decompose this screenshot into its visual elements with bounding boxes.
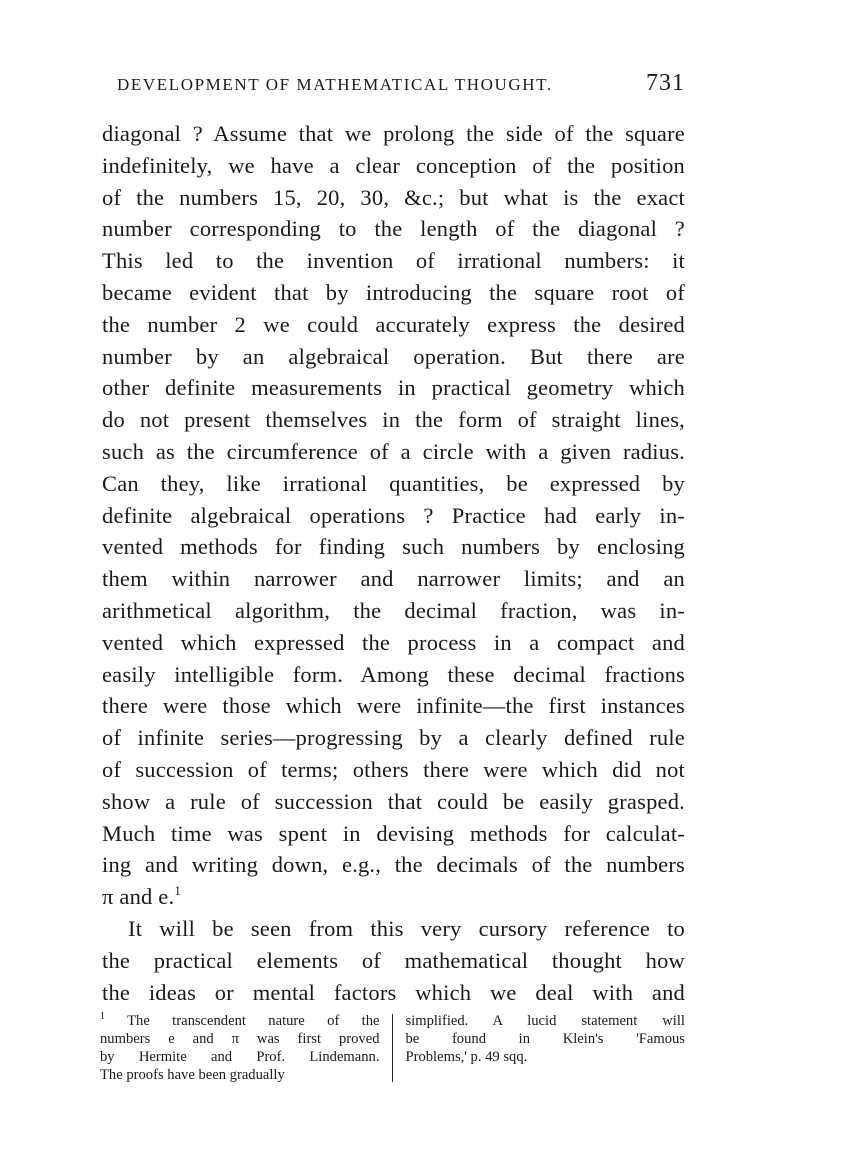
text-line: such as the circumference of a circle with a given radius.: [102, 438, 685, 464]
text-line: ing and writing down, e.g., the decimals of the numbers: [102, 852, 685, 878]
footnote-reference[interactable]: 1: [174, 883, 182, 899]
text-line: easily intelligible form. Among these decimal fractions: [102, 661, 685, 687]
text-line: vented methods for finding such numbers by enclosing: [102, 534, 685, 560]
footnote-line: simplified. A lucid statement will: [405, 1013, 685, 1029]
text-line: of succession of terms; others there were which did not: [102, 756, 685, 782]
text-line: number by an algebraical operation. But there are: [102, 343, 685, 369]
text-line: became evident that by introducing the square root of: [102, 279, 685, 305]
text-line: of infinite series—progressing by a clearly defined rule: [102, 725, 685, 751]
footnote: [100, 1012, 685, 1086]
text-line: Can they, like irrational quantities, be expressed by: [102, 470, 685, 496]
body-text: [102, 118, 685, 1008]
footnote-right-column: [392, 1012, 685, 1086]
text-line: indefinitely, we have a clear conception of the position: [102, 152, 685, 178]
footnote-marker: 1: [100, 1011, 105, 1022]
text-line: do not present themselves in the form of straight lines,: [102, 407, 685, 433]
text-line: show a rule of succession that could be easily grasped.: [102, 788, 685, 814]
text-line: It will be seen from this very cursory reference to: [128, 915, 685, 941]
running-header: [117, 70, 685, 104]
text-line: other definite measurements in practical geometry which: [102, 375, 685, 401]
paragraph-end-line: [102, 881, 685, 913]
text-line: there were those which were infinite—the first instances: [102, 693, 685, 719]
footnote-line-text: The transcendent nature of the: [127, 1013, 380, 1029]
text-line: diagonal ? Assume that we prolong the side of the square: [102, 121, 685, 146]
text-line: of the numbers 15, 20, 30, &c.; but what is the exact: [102, 184, 685, 210]
text-line: arithmetical algorithm, the decimal fraction, was in-: [102, 597, 685, 623]
text-line: number corresponding to the length of the diagonal ?: [102, 216, 685, 242]
footnote-line: Problems,' p. 49 sqq.: [405, 1049, 528, 1065]
text-line: Much time was spent in devising methods for calculat-: [102, 820, 685, 846]
text-line: the ideas or mental factors which we deal with and: [102, 979, 685, 1005]
footnote-line: numbers e and π was first proved: [100, 1031, 380, 1047]
text-line: them within narrower and narrower limits; and an: [102, 566, 685, 592]
footnote-line: be found in Klein's 'Famous: [405, 1031, 685, 1047]
text-line: vented which expressed the process in a compact and: [102, 629, 685, 655]
text-line: the number 2 we could accurately express the desired: [102, 311, 685, 337]
footnote-line: by Hermite and Prof. Lindemann.: [100, 1049, 380, 1065]
running-title: DEVELOPMENT OF MATHEMATICAL THOUGHT.: [117, 75, 553, 94]
page-number: 731: [646, 70, 685, 96]
footnote-line: The proofs have been gradually: [100, 1067, 285, 1083]
text-line: definite algebraical operations ? Practice had early in-: [102, 502, 685, 528]
paragraph-end-text: π and e.: [102, 884, 175, 910]
footnote-left-column: [100, 1012, 392, 1086]
text-line: the practical elements of mathematical thought how: [102, 947, 685, 973]
footnote-line: [100, 1012, 380, 1030]
text-line: This led to the invention of irrational numbers: it: [102, 248, 685, 274]
